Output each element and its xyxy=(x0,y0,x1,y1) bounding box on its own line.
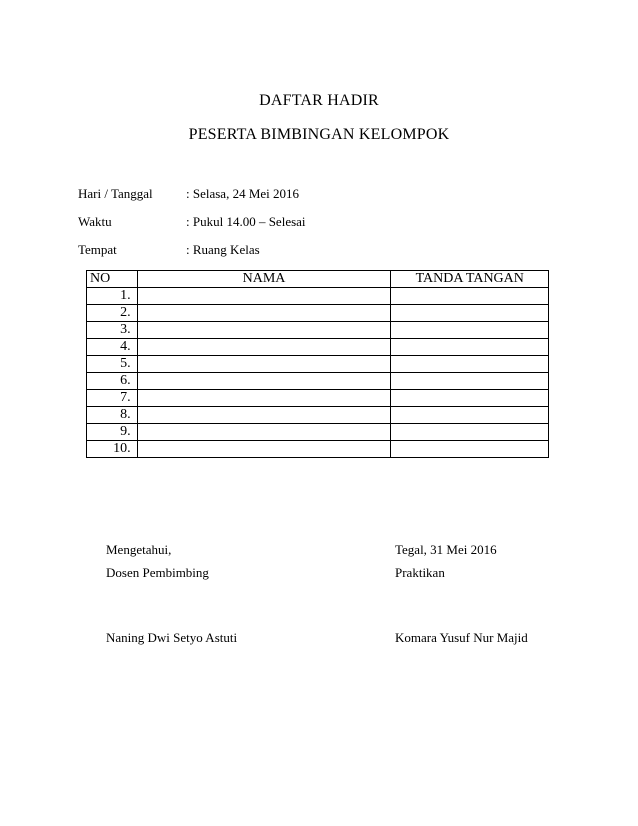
name-cell xyxy=(137,288,391,305)
signature-cell xyxy=(391,407,549,424)
info-value-place: : Ruang Kelas xyxy=(186,242,260,257)
attendance-table xyxy=(86,270,549,458)
table-row xyxy=(87,356,549,373)
name-cell xyxy=(137,407,391,424)
name-cell xyxy=(137,441,391,458)
document-title: DAFTAR HADIR xyxy=(259,92,379,109)
info-label-place: Tempat xyxy=(78,242,117,257)
signature-cell xyxy=(391,322,549,339)
signature-left-role: Dosen Pembimbing xyxy=(106,565,209,580)
table-row xyxy=(87,441,549,458)
row-number: 10. xyxy=(87,441,138,458)
row-number: 7. xyxy=(87,390,138,407)
info-value-date: : Selasa, 24 Mei 2016 xyxy=(186,186,300,201)
row-number: 2. xyxy=(87,305,138,322)
signature-cell xyxy=(391,373,549,390)
name-cell xyxy=(137,356,391,373)
table-row xyxy=(87,322,549,339)
column-header-tanda-tangan: TANDA TANGAN xyxy=(391,271,549,288)
table-row xyxy=(87,288,549,305)
row-number: 6. xyxy=(87,373,138,390)
table-row xyxy=(87,424,549,441)
signature-cell xyxy=(391,356,549,373)
signature-cell xyxy=(391,288,549,305)
info-value-time: : Pukul 14.00 – Selesai xyxy=(186,214,306,229)
signature-right-role: Praktikan xyxy=(395,565,445,580)
table-row xyxy=(87,390,549,407)
signature-cell xyxy=(391,441,549,458)
name-cell xyxy=(137,339,391,356)
document-subtitle: PESERTA BIMBINGAN KELOMPOK xyxy=(188,126,450,143)
signature-cell xyxy=(391,390,549,407)
column-header-no: NO xyxy=(87,271,138,288)
row-number: 9. xyxy=(87,424,138,441)
name-cell xyxy=(137,390,391,407)
row-number: 1. xyxy=(87,288,138,305)
signature-cell xyxy=(391,339,549,356)
name-cell xyxy=(137,322,391,339)
table-row xyxy=(87,339,549,356)
signature-left-line1: Mengetahui, xyxy=(106,542,172,557)
name-cell xyxy=(137,305,391,322)
signature-right-place-date: Tegal, 31 Mei 2016 xyxy=(395,542,497,557)
info-label-date: Hari / Tanggal xyxy=(78,186,153,201)
signature-cell xyxy=(391,424,549,441)
info-label-time: Waktu xyxy=(78,214,112,229)
name-cell xyxy=(137,373,391,390)
table-header-row xyxy=(87,271,549,288)
table-row xyxy=(87,305,549,322)
signature-left-name: Naning Dwi Setyo Astuti xyxy=(106,630,238,645)
signature-right-name: Komara Yusuf Nur Majid xyxy=(395,630,528,645)
signature-cell xyxy=(391,305,549,322)
column-header-nama: NAMA xyxy=(137,271,391,288)
table-row xyxy=(87,407,549,424)
row-number: 3. xyxy=(87,322,138,339)
row-number: 8. xyxy=(87,407,138,424)
table-row xyxy=(87,373,549,390)
row-number: 5. xyxy=(87,356,138,373)
name-cell xyxy=(137,424,391,441)
row-number: 4. xyxy=(87,339,138,356)
